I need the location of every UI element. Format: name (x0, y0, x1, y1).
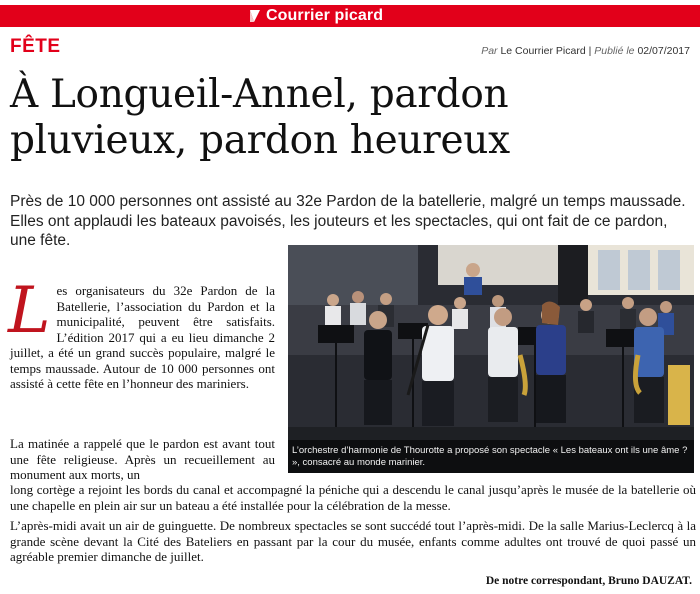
article-photo[interactable] (288, 245, 694, 473)
orchestra-photo-illustration (288, 245, 694, 473)
byline (481, 45, 690, 57)
byline-author[interactable]: Le Courrier Picard (500, 45, 586, 57)
article-paragraph-2-end: long cortège a rejoint les bords du canal et accompagné la péniche qui a descendu le canal jusqu’après le musée de la batellerie où une chapelle en plein air sur un bateau a été installée pour la célébration de la messe. (10, 482, 696, 513)
brand-logo[interactable] (248, 5, 383, 27)
masthead-bar (0, 5, 700, 27)
article-paragraph-3: L’après-midi avait un air de guinguette. De nombreux spectacles se sont succédé tout l’après-midi. De la salle Marius-Leclercq à la grande scène devant la Cité des Bateliers en passant par la cour du musée, enfants comme adultes ont trouvé de quoi passé un agréable premier dimanche de juillet. (10, 518, 696, 564)
article-meta (0, 36, 700, 58)
brand-logo-icon (248, 8, 262, 24)
article-paragraph-2-start: La matinée a rappelé que le pardon est avant tout une fête religieuse. Après un recueillement au monument aux morts, un (10, 436, 275, 482)
brand-name: Courrier picard (266, 7, 384, 24)
article-signature: De notre correspondant, Bruno DAUZAT. (485, 575, 692, 587)
published-prefix: Publié le (594, 45, 635, 57)
paragraph-1-text: es organisateurs du 32e Pardon de la Batellerie, l’association du Pardon et la municipalité, peuvent être satisfaits. L’édition 2017 qui a eu lieu dimanche 2 juillet, a été un grand succès populaire, malgré le temps maussade. Autour de 10 000 personnes ont assisté à cette fête en l’honneur des mariniers. (10, 283, 275, 391)
byline-prefix: Par (481, 45, 498, 57)
byline-separator: | (588, 45, 592, 57)
photo-caption: L’orchestre d’harmonie de Thourotte a proposé son spectacle « Les bateaux ont ils une âme ? », consacré au monde marinier. (292, 445, 688, 468)
drop-cap: L (8, 274, 51, 348)
article-headline: À Longueil-Annel, pardon pluvieux, pardon heureux (10, 72, 510, 163)
rubric-label[interactable]: FÊTE (10, 36, 61, 57)
article-paragraph-1 (8, 274, 275, 392)
article-lead: Près de 10 000 personnes ont assisté au 32e Pardon de la batellerie, malgré un temps maussade. Elles ont applaudi les bateaux pavoisés, les jouteurs et les spectacles, qui ont fait de ce pardon, une fête. (10, 193, 686, 249)
published-date: 02/07/2017 (637, 45, 690, 57)
